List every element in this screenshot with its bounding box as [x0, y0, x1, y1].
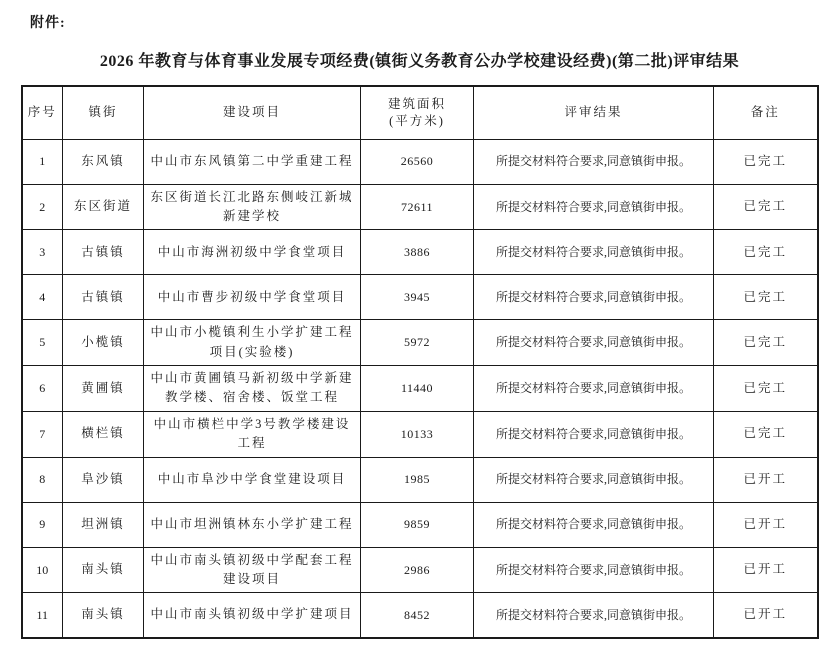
cell-area: 9859 — [361, 502, 474, 547]
cell-remark: 已完工 — [714, 320, 818, 366]
cell-area: 11440 — [361, 366, 474, 412]
table-body — [22, 139, 818, 638]
cell-remark: 已开工 — [714, 593, 818, 638]
cell-result: 所提交材料符合要求,同意镇街申报。 — [474, 230, 714, 275]
cell-town: 阜沙镇 — [63, 457, 144, 502]
cell-no: 5 — [22, 320, 63, 366]
header-area-line2: (平方米) — [389, 113, 445, 128]
cell-no: 9 — [22, 502, 63, 547]
cell-project: 中山市小榄镇利生小学扩建工程项目(实验楼) — [144, 320, 361, 366]
cell-remark: 已开工 — [714, 547, 818, 593]
header-remark: 备注 — [714, 86, 818, 139]
cell-project: 中山市海洲初级中学食堂项目 — [144, 230, 361, 275]
cell-town: 南头镇 — [63, 593, 144, 638]
cell-remark: 已完工 — [714, 230, 818, 275]
header-no: 序号 — [22, 86, 63, 139]
page-title: 2026 年教育与体育事业发展专项经费(镇街义务教育公办学校建设经费)(第二批)评审结果 — [99, 53, 740, 70]
cell-town: 小榄镇 — [63, 320, 144, 366]
cell-result: 所提交材料符合要求,同意镇街申报。 — [474, 139, 714, 184]
table-row — [22, 593, 818, 638]
cell-town: 坦洲镇 — [63, 502, 144, 547]
cell-area: 2986 — [361, 547, 474, 593]
cell-result: 所提交材料符合要求,同意镇街申报。 — [474, 502, 714, 547]
cell-town: 横栏镇 — [63, 411, 144, 457]
cell-area: 10133 — [361, 411, 474, 457]
cell-no: 2 — [22, 184, 63, 230]
header-area — [361, 86, 474, 139]
table-row — [22, 366, 818, 412]
cell-no: 6 — [22, 366, 63, 412]
table-row — [22, 275, 818, 320]
cell-result: 所提交材料符合要求,同意镇街申报。 — [474, 411, 714, 457]
cell-remark: 已完工 — [714, 275, 818, 320]
cell-result: 所提交材料符合要求,同意镇街申报。 — [474, 547, 714, 593]
table-row — [22, 184, 818, 230]
cell-area: 72611 — [361, 184, 474, 230]
cell-result: 所提交材料符合要求,同意镇街申报。 — [474, 275, 714, 320]
cell-no: 1 — [22, 139, 63, 184]
cell-result: 所提交材料符合要求,同意镇街申报。 — [474, 366, 714, 412]
cell-result: 所提交材料符合要求,同意镇街申报。 — [474, 457, 714, 502]
header-town: 镇街 — [63, 86, 144, 139]
cell-remark: 已完工 — [714, 366, 818, 412]
attachment-label: 附件: — [30, 16, 66, 31]
cell-no: 8 — [22, 457, 63, 502]
table-row — [22, 230, 818, 275]
cell-project: 中山市南头镇初级中学扩建项目 — [144, 593, 361, 638]
cell-project: 中山市南头镇初级中学配套工程建设项目 — [144, 547, 361, 593]
header-area-line1: 建筑面积 — [387, 96, 446, 111]
cell-project: 东区街道长江北路东侧岐江新城新建学校 — [144, 184, 361, 230]
cell-town: 黄圃镇 — [63, 366, 144, 412]
cell-remark: 已完工 — [714, 411, 818, 457]
cell-no: 7 — [22, 411, 63, 457]
header-project: 建设项目 — [144, 86, 361, 139]
cell-result: 所提交材料符合要求,同意镇街申报。 — [474, 320, 714, 366]
table-row — [22, 139, 818, 184]
cell-result: 所提交材料符合要求,同意镇街申报。 — [474, 593, 714, 638]
cell-area: 8452 — [361, 593, 474, 638]
cell-town: 东风镇 — [63, 139, 144, 184]
cell-area: 26560 — [361, 139, 474, 184]
cell-area: 3886 — [361, 230, 474, 275]
cell-town: 古镇镇 — [63, 230, 144, 275]
cell-town: 南头镇 — [63, 547, 144, 593]
cell-town: 东区街道 — [63, 184, 144, 230]
cell-project: 中山市东风镇第二中学重建工程 — [144, 139, 361, 184]
table-row — [22, 411, 818, 457]
cell-area: 3945 — [361, 275, 474, 320]
cell-no: 4 — [22, 275, 63, 320]
cell-remark: 已开工 — [714, 502, 818, 547]
table-row — [22, 502, 818, 547]
cell-project: 中山市横栏中学3号教学楼建设工程 — [144, 411, 361, 457]
table-row — [22, 457, 818, 502]
cell-remark: 已完工 — [714, 139, 818, 184]
cell-project: 中山市曹步初级中学食堂项目 — [144, 275, 361, 320]
cell-result: 所提交材料符合要求,同意镇街申报。 — [474, 184, 714, 230]
cell-no: 3 — [22, 230, 63, 275]
cell-area: 1985 — [361, 457, 474, 502]
cell-area: 5972 — [361, 320, 474, 366]
cell-project: 中山市阜沙中学食堂建设项目 — [144, 457, 361, 502]
cell-remark: 已开工 — [714, 457, 818, 502]
cell-no: 11 — [22, 593, 63, 638]
cell-remark: 已完工 — [714, 184, 818, 230]
results-table — [21, 85, 819, 639]
table-row — [22, 320, 818, 366]
header-result: 评审结果 — [474, 86, 714, 139]
cell-project: 中山市坦洲镇林东小学扩建工程 — [144, 502, 361, 547]
table-header-row — [22, 86, 818, 139]
cell-no: 10 — [22, 547, 63, 593]
cell-town: 古镇镇 — [63, 275, 144, 320]
table-row — [22, 547, 818, 593]
cell-project: 中山市黄圃镇马新初级中学新建教学楼、宿舍楼、饭堂工程 — [144, 366, 361, 412]
